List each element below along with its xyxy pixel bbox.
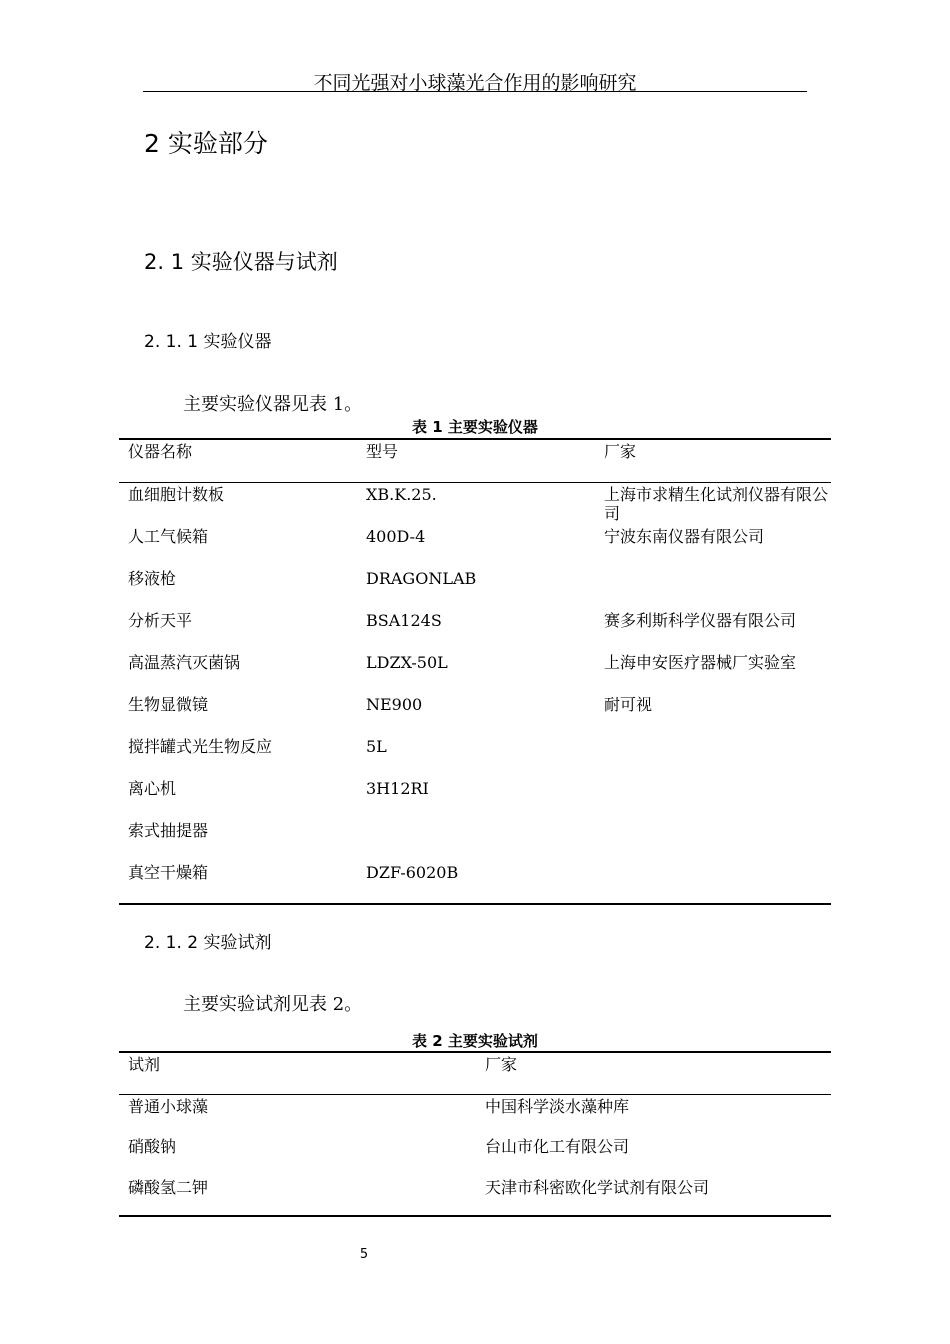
table-cell: 生物显微镜 [128, 695, 209, 714]
table-cell: 5L [366, 737, 387, 756]
page-number: 5 [359, 1247, 369, 1262]
table2-header-rule [119, 1094, 831, 1095]
table-cell: 高温蒸汽灭菌锅 [128, 653, 241, 672]
table-cell: 分析天平 [128, 611, 193, 630]
table-cell: 赛多利斯科学仪器有限公司 [604, 611, 797, 630]
table-cell: 宁波东南仪器有限公司 [604, 527, 765, 546]
table-cell: 硝酸钠 [128, 1137, 177, 1156]
table1-header-cell: 型号 [366, 442, 399, 461]
table-cell: 移液枪 [128, 569, 177, 588]
subsubsection-heading-reagents: 2. 1. 2 实验试剂 [144, 933, 272, 953]
table-cell: BSA124S [366, 611, 442, 630]
table-cell: XB.K.25. [366, 485, 437, 504]
table2-caption: 表 2 主要实验试剂 [412, 1032, 538, 1050]
header-rule [143, 91, 807, 92]
table1-header-cell: 仪器名称 [128, 442, 193, 461]
table2-top-rule [119, 1051, 831, 1053]
section-heading: 2 实验部分 [144, 129, 268, 158]
subsection-heading: 2. 1 实验仪器与试剂 [144, 250, 338, 274]
table1-top-rule [119, 438, 831, 440]
intro-paragraph-instruments: 主要实验仪器见表 1。 [183, 394, 363, 415]
table-cell: LDZX-50L [366, 653, 448, 672]
table-cell: 上海市求精生化试剂仪器有限公司 [604, 485, 829, 523]
table-cell: 真空干燥箱 [128, 863, 209, 882]
table-cell: 索式抽提器 [128, 821, 209, 840]
table-cell: 磷酸氢二钾 [128, 1178, 209, 1197]
table1-header-rule [119, 482, 831, 483]
table-cell: DRAGONLAB [366, 569, 477, 588]
intro-paragraph-reagents: 主要实验试剂见表 2。 [183, 994, 363, 1015]
table1-bottom-rule [119, 903, 831, 905]
table1-header-cell: 厂家 [604, 442, 637, 461]
table-cell: 中国科学淡水藻种库 [485, 1097, 630, 1116]
table1-caption: 表 1 主要实验仪器 [412, 418, 538, 436]
table-cell: 普通小球藻 [128, 1097, 209, 1116]
table-cell: 天津市科密欧化学试剂有限公司 [485, 1178, 710, 1197]
table-cell: 3H12RI [366, 779, 429, 798]
table2-bottom-rule [119, 1215, 831, 1217]
table-cell: 离心机 [128, 779, 177, 798]
subsubsection-heading-instruments: 2. 1. 1 实验仪器 [144, 332, 272, 352]
table-cell: 耐可视 [604, 695, 653, 714]
table-cell: 上海申安医疗器械厂实验室 [604, 653, 797, 672]
page-header: 不同光强对小球藻光合作用的影响研究 [313, 72, 637, 94]
table-cell: NE900 [366, 695, 423, 714]
table-cell: DZF-6020B [366, 863, 459, 882]
table-cell: 400D-4 [366, 527, 426, 546]
table2-header-cell: 试剂 [128, 1055, 161, 1074]
table-cell: 搅拌罐式光生物反应 [128, 737, 273, 756]
table-cell: 人工气候箱 [128, 527, 209, 546]
table-cell: 血细胞计数板 [128, 485, 225, 504]
table-cell: 台山市化工有限公司 [485, 1137, 630, 1156]
table2-header-cell: 厂家 [485, 1055, 518, 1074]
